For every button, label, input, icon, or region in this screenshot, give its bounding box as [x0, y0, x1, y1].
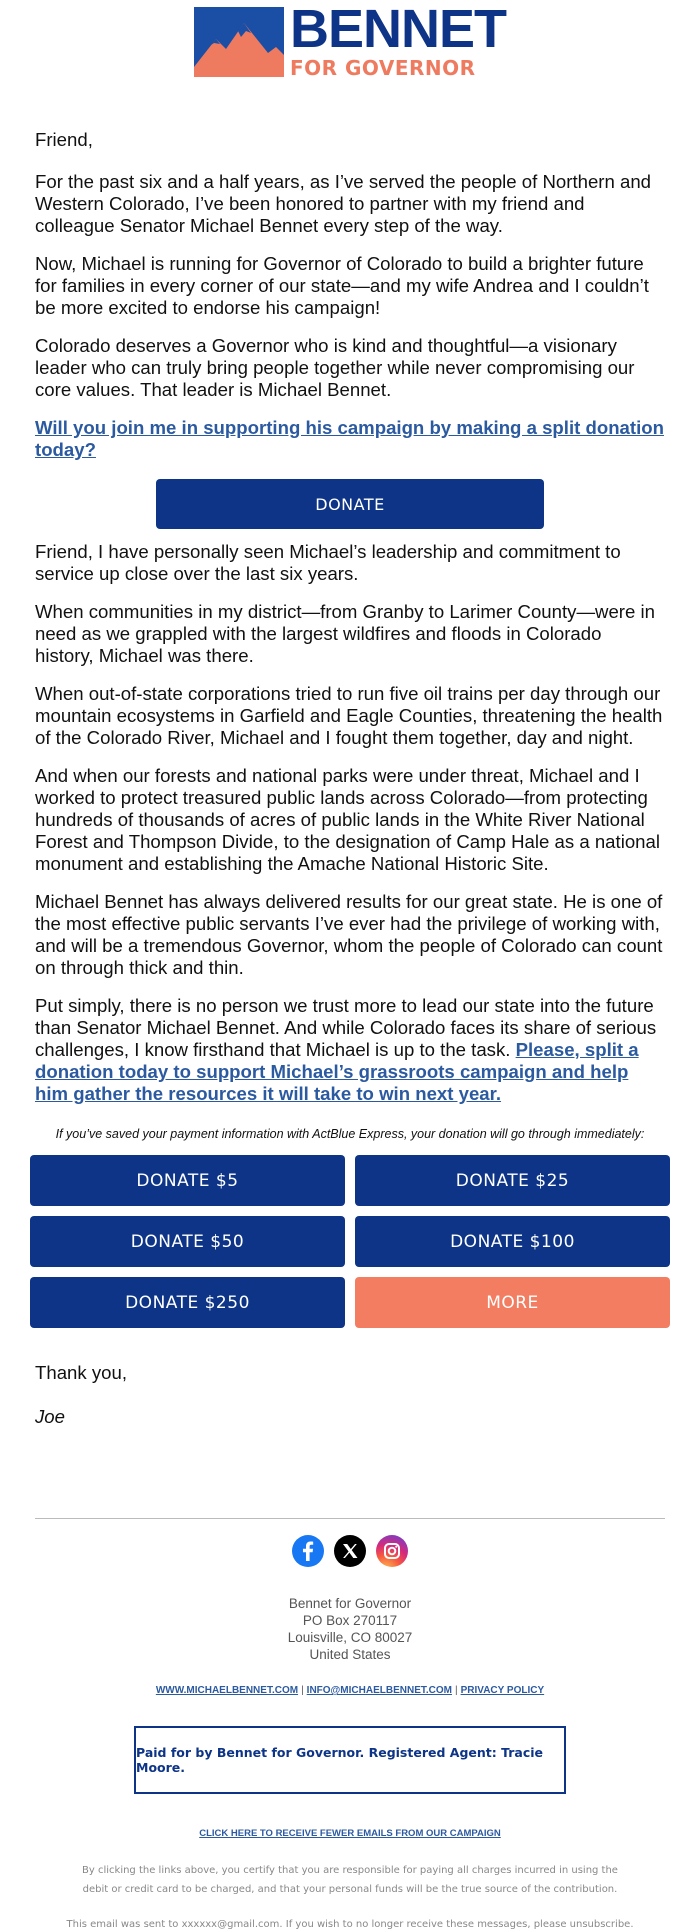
fewer-emails-link[interactable]: CLICK HERE TO RECEIVE FEWER EMAILS FROM OUR CAMPAIGN: [199, 1828, 501, 1839]
signature: Joe: [35, 1406, 65, 1427]
paragraph-9: [35, 995, 665, 1105]
paragraph-3: Colorado deserves a Governor who is kind and thoughtful—a visionary leader who can truly bring people together while never compromising our core values. That leader is Michael Bennet.: [35, 335, 635, 400]
x-icon[interactable]: [334, 1535, 366, 1567]
logo-title: BENNET: [289, 0, 506, 59]
paragraph-6: When out-of-state corporations tried to run five oil trains per day through our mountain ecosystems in Garfield and Eagle Counties, threatening the health of the Colorado River, Michael and I fought them together, day and night.: [35, 683, 663, 748]
logo-subtitle: FOR GOVERNOR: [289, 56, 476, 80]
more-amounts-button[interactable]: MORE: [355, 1277, 670, 1328]
donate-50-button[interactable]: DONATE $50: [30, 1216, 345, 1267]
link-separator: |: [454, 1685, 458, 1696]
grassroots-donation-link[interactable]: Please, split a donation today to support Michael’s grassroots campaign and help him gather the resources it will take to win next year.: [35, 1039, 639, 1104]
social-links: [0, 1535, 700, 1567]
paragraph-1: For the past six and a half years, as I’ve served the people of Northern and Western Colorado, I’ve been honored to partner with my friend and colleague Senator Michael Bennet every step of the way.: [35, 171, 652, 236]
mountain-logo-icon: [194, 7, 284, 77]
logo-wordmark: [289, 0, 506, 80]
paragraph-7: And when our forests and national parks were under threat, Michael and I worked to protect treasured public lands across Colorado—from protecting hundreds of thousands of acres of public lands in the White River National Forest and Thompson Divide, to the designation of Camp Hale as a national monument and establishing the Amache National Historic Site.: [35, 765, 660, 874]
logo-lockup: [194, 0, 506, 80]
split-donation-link[interactable]: Will you join me in supporting his campaign by making a split donation today?: [35, 417, 664, 460]
website-link[interactable]: WWW.MICHAELBENNET.COM: [155, 1685, 299, 1696]
paragraph-5: When communities in my district—from Granby to Larimer County—were in need as we grappled with the largest wildfires and floods in Colorado history, Michael was there.: [35, 601, 655, 666]
donate-5-button[interactable]: DONATE $5: [30, 1155, 345, 1206]
address-line-name: Bennet for Governor: [288, 1596, 412, 1611]
email-body-continued: [0, 541, 700, 1105]
greeting: Friend,: [35, 129, 93, 150]
paragraph-8: Michael Bennet has always delivered results for our great state. He is one of the most effective public servants I’ve ever had the privilege of working with, and will be a tremendous Governor, whom the people of Colorado can count on through thick and thin.: [35, 891, 663, 978]
signoff: [0, 1362, 700, 1428]
address-line-po-box: PO Box 270117: [302, 1613, 398, 1628]
facebook-icon[interactable]: [292, 1535, 324, 1567]
paragraph-2: Now, Michael is running for Governor of Colorado to build a brighter future for families in every corner of our state—and my wife Andrea and I couldn’t be more excited to endorse his campaign!: [35, 253, 649, 318]
thank-you: Thank you,: [35, 1362, 127, 1383]
paid-for-disclaimer-box: Paid for by Bennet for Governor. Registered Agent: Tracie Moore.: [134, 1726, 566, 1794]
fewer-emails: [0, 1828, 700, 1839]
donate-25-button[interactable]: DONATE $25: [355, 1155, 670, 1206]
email-link[interactable]: INFO@MICHAELBENNET.COM: [306, 1685, 452, 1696]
mailing-address: [0, 1595, 700, 1663]
donate-button[interactable]: DONATE: [156, 479, 544, 529]
campaign-logo: [0, 0, 700, 95]
cta-paragraph: [35, 417, 665, 461]
donate-250-button[interactable]: DONATE $250: [30, 1277, 345, 1328]
address-line-country: United States: [309, 1647, 391, 1662]
donation-amount-grid: [0, 1155, 700, 1328]
actblue-express-note: If you’ve saved your payment information with ActBlue Express, your donation will go through immediately:: [55, 1127, 645, 1141]
footer-divider: [35, 1518, 665, 1519]
link-separator: |: [301, 1685, 304, 1696]
instagram-icon[interactable]: [376, 1535, 408, 1567]
email-body: [0, 129, 700, 461]
privacy-policy-link[interactable]: PRIVACY POLICY: [460, 1685, 545, 1696]
footer-links: [0, 1685, 700, 1696]
paragraph-9-text: Put simply, there is no person we trust more to lead our state into the future than Senator Michael Bennet. And while Colorado faces its share of serious challenges, I know firsthand that Michael is up to the task.: [35, 995, 657, 1060]
contribution-disclaimer: By clicking the links above, you certify that you are responsible for paying all charges incurred in using the debit or credit card to be charged, and that your personal funds will be the true source of the contribution.: [82, 1865, 618, 1895]
address-line-city: Louisville, CO 80027: [287, 1630, 413, 1645]
paragraph-4: Friend, I have personally seen Michael’s leadership and commitment to service up close over the last six years.: [35, 541, 621, 584]
sent-to-notice: This email was sent to xxxxxx@gmail.com. If you wish to no longer receive these messages, please unsubscribe.: [66, 1919, 634, 1930]
donate-100-button[interactable]: DONATE $100: [355, 1216, 670, 1267]
